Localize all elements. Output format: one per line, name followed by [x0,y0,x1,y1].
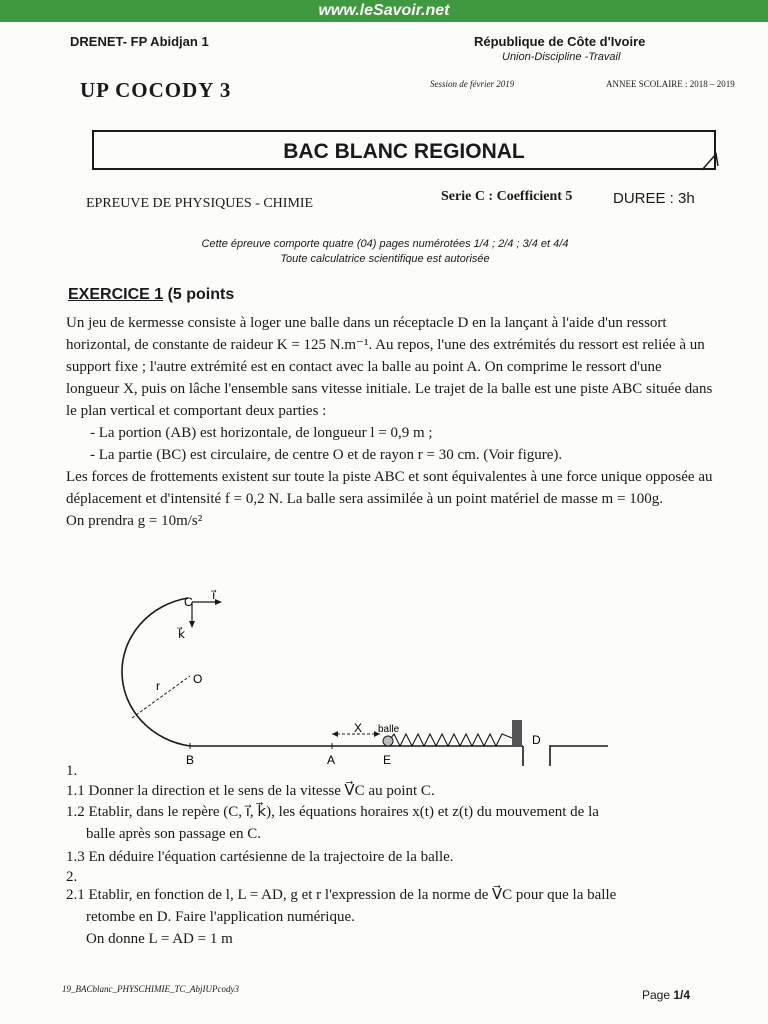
label-b: B [186,753,195,766]
school-name: UP COCODY 3 [80,78,232,102]
label-a: A [327,753,336,766]
label-i: i⃗ [212,588,216,602]
exercise-body [66,312,716,532]
circular-track-bc [122,598,190,746]
question-1-2 [66,801,726,845]
footer-filename: 19_BACblanc_PHYSCHIMIE_TC_AbjIUPcody3 [62,984,239,994]
radius-line [132,676,190,718]
label-d: D [532,733,541,747]
exam-title: BAC BLANC REGIONAL [283,140,525,163]
exercise-points: (5 points [163,286,235,303]
duree-label: DUREE : [613,190,679,207]
question-2-1-line3: On donne L = AD = 1 m [86,931,233,947]
label-o: O [193,672,203,686]
school-year: ANNEE SCOLAIRE : 2018 – 2019 [606,79,735,89]
serie-label: Serie C : Coefficient 5 [441,189,573,204]
question-1-1: 1.1 Donner la direction et le sens de la vitesse V⃗C au point C. [66,783,435,799]
label-x: X [354,721,363,735]
exam-notes [100,237,670,267]
exercise-intro: Un jeu de kermesse consiste à loger une balle dans un réceptacle D en la lançant à l'aide d'un ressort horizontal, de constante de raideur K = 125 N.m⁻¹. Au repos, l'une des extrémités du ressort est reliée à un support fixe ; l'autre extrémité est en contact avec la balle au point A. On comprime le ressort d'une longueur X, puis on lâche l'ensemble sans vitesse initiale. Le trajet de la balle est une piste ABC située dans le plan vertical et comportant deux parties : [66,315,713,419]
question-1-2-line1: 1.2 Etablir, dans le repère (C, i⃗, k⃗), les équations horaires x(t) et z(t) du mouvement de la [66,804,599,820]
question-1-2-line2: balle après son passage en C. [86,826,261,842]
label-balle: balle [378,724,400,735]
exercise-forces: Les forces de frottements existent sur toute la piste ABC et sont équivalentes à une force unique opposée au déplacement et d'intensité f = 0,2 N. La balle sera assimilée à un point matériel de masse m = 100g. [66,469,713,507]
question-2-1 [66,884,726,950]
exercise-bullet-bc: - La partie (BC) est circulaire, de centre O et de rayon r = 30 cm. (Voir figure). [90,447,563,463]
page-value: 1/4 [673,988,691,1002]
spring-support [512,720,522,746]
question-1: 1. [66,763,78,779]
track-figure [60,586,620,766]
label-k: k⃗ [178,627,185,641]
question-2: 2. [66,869,78,885]
page-number [642,988,690,1002]
question-1-3: 1.3 En déduire l'équation cartésienne de la trajectoire de la balle. [66,849,454,865]
site-banner-text: www.leSavoir.net [318,2,450,19]
label-r: r [156,679,160,693]
note-pages: Cette épreuve comporte quatre (04) pages numérotées 1/4 ; 2/4 ; 3/4 et 4/4 [201,238,569,250]
label-c: C [184,595,193,609]
epreuve-label: EPREUVE DE PHYSIQUES - CHIMIE [86,196,314,211]
session-label: Session de février 2019 [430,79,515,89]
exercise-gravity: On prendra g = 10m/s² [66,513,203,529]
duree-value: 3h [678,190,695,207]
duree [613,190,695,207]
site-banner [0,0,768,22]
spring [388,734,512,746]
exercise-title [68,286,234,304]
exercise-number: EXERCICE 1 [68,286,164,303]
header-left: DRENET- FP Abidjan 1 [70,34,209,49]
exercise-bullet-ab: - La portion (AB) est horizontale, de longueur l = 0,9 m ; [90,425,433,441]
question-2-1-line1: 2.1 Etablir, en fonction de l, L = AD, g et r l'expression de la norme de V⃗C pour que la balle [66,887,617,903]
ball [383,736,393,746]
question-2-1-line2: retombe en D. Faire l'application numérique. [86,909,355,925]
header-motto: Union-Discipline -Travail [502,51,621,63]
note-calculator: Toute calculatrice scientifique est autorisée [280,253,490,265]
page-label: Page [642,988,674,1002]
label-e: E [383,753,392,766]
header-right-title: République de Côte d'Ivoire [474,34,646,49]
